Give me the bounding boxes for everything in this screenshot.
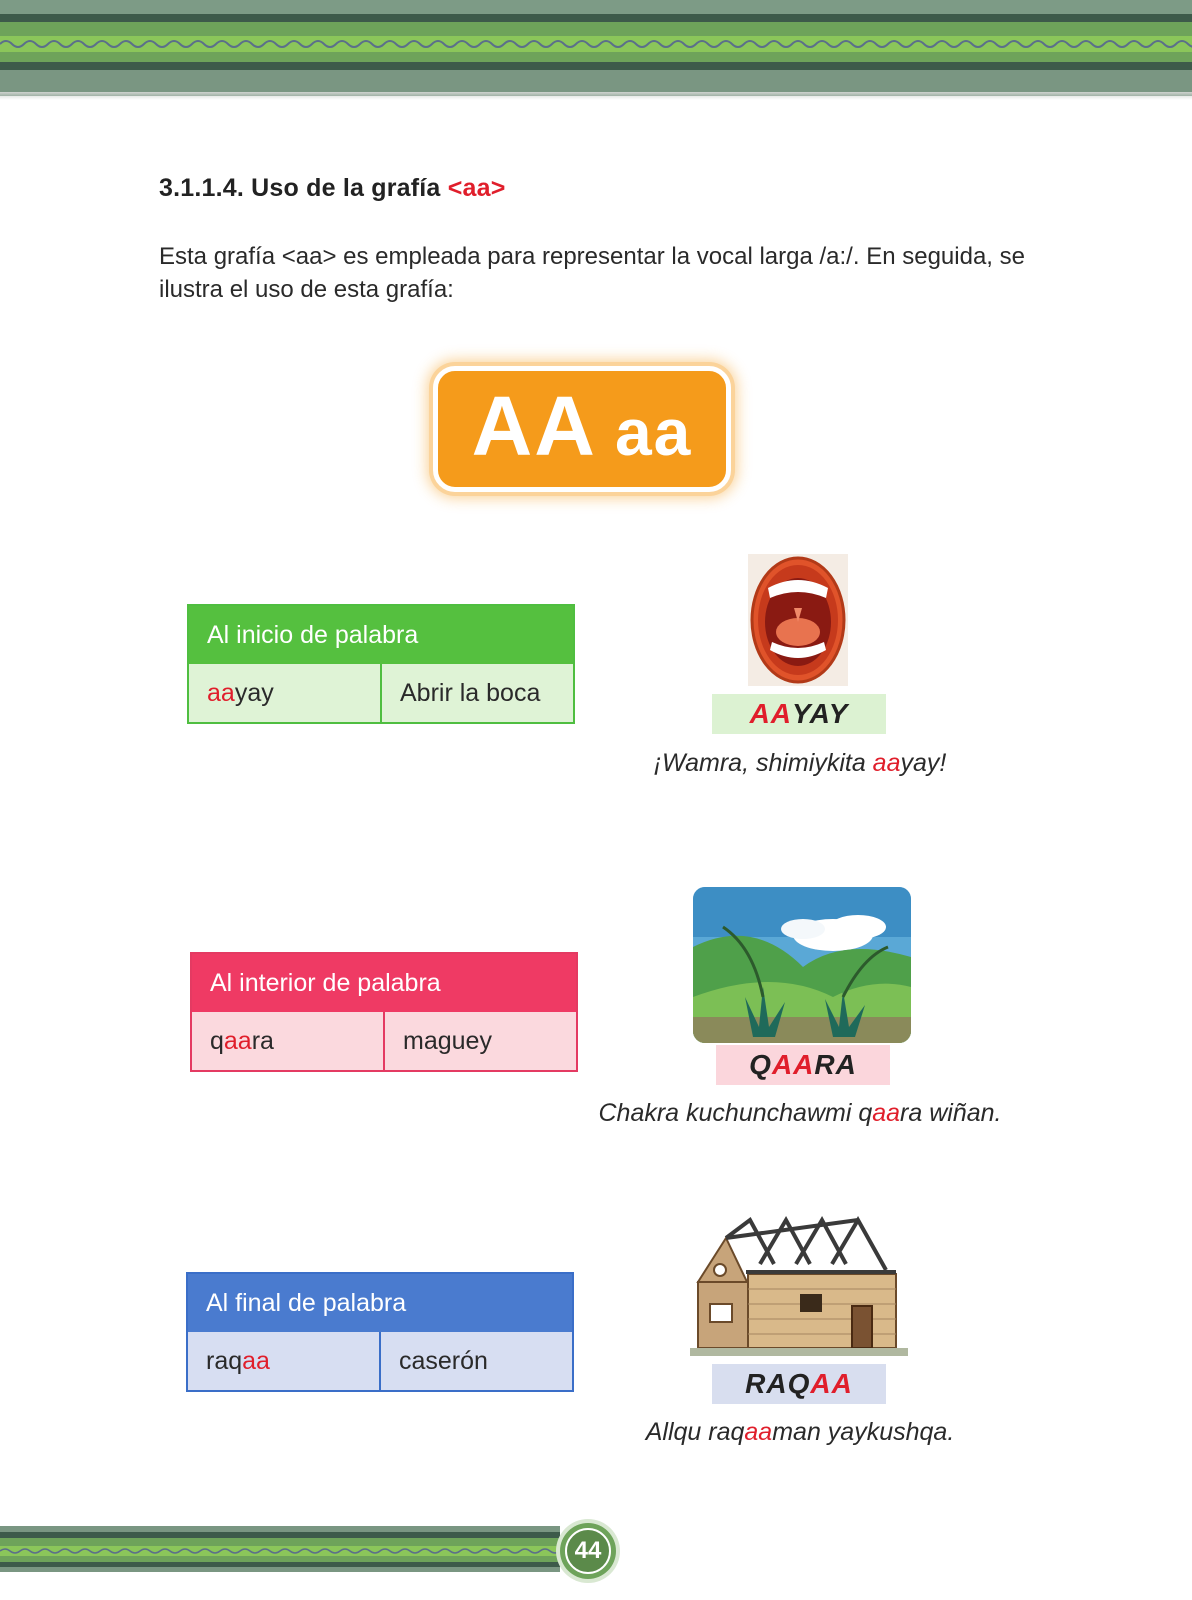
example-sentence [600,749,1000,778]
table-row [189,664,573,722]
word-cell [188,1332,379,1390]
adobe-house-illustration-icon [690,1214,908,1362]
intro-paragraph: Esta grafía <aa> es empleada para representar la vocal larga /a:/. En seguida, se ilustra el uso de esta grafía: [159,243,1025,303]
bottom-decorative-border [0,1526,560,1572]
table-header: Al inicio de palabra [189,606,573,664]
sentence-pre: Chakra kuchunchawmi q [598,1099,873,1127]
sentence-post: ra wiñan. [900,1099,1002,1127]
section-title: Uso de la grafía [251,174,441,202]
word-highlight: aa [207,678,235,707]
table-row [192,1012,576,1070]
word-table-interior [190,952,578,1072]
word-table-initial [187,604,575,724]
label-highlight: AA [771,1049,815,1080]
label-rest: RA [814,1049,857,1080]
sentence-highlight: aa [872,749,901,777]
word-cell [189,664,380,722]
open-mouth-illustration-icon [748,554,848,686]
top-band-shadow [0,92,1192,100]
label-pre: RAQ [745,1368,811,1399]
word-highlight: aa [223,1026,252,1055]
sentence-post: man yaykushqa. [772,1418,955,1446]
translation-cell: Abrir la boca [380,664,573,722]
label-highlight: AA [810,1368,853,1399]
label-highlight: AA [749,698,793,729]
table-row [188,1332,572,1390]
label-pre: Q [749,1049,772,1080]
sentence-pre: Allqu raq [645,1418,745,1446]
letter-badge [433,366,731,492]
section-heading [159,174,506,203]
word-rest: yay [234,678,274,707]
label-rest: YAY [792,698,849,729]
section-number: 3.1.1.4. [159,174,244,202]
table-header: Al interior de palabra [192,954,576,1012]
example-sentence [600,1418,1000,1447]
word-cell [192,1012,383,1070]
sentence-highlight: aa [872,1099,901,1127]
word-pre: raq [206,1346,243,1375]
top-decorative-border [0,0,1192,96]
sentence-highlight: aa [744,1418,773,1446]
word-pre: q [210,1026,224,1055]
word-label [712,694,886,734]
sentence-pre: ¡Wamra, shimiykita [653,749,873,777]
translation-cell: caserón [379,1332,572,1390]
word-rest: ra [251,1026,274,1055]
word-highlight: aa [242,1346,270,1375]
table-header: Al final de palabra [188,1274,572,1332]
badge-lowercase: aa [614,395,693,469]
sentence-post: yay! [900,749,947,777]
word-table-final [186,1272,574,1392]
badge-uppercase: AA [471,379,597,473]
example-sentence [560,1099,1040,1128]
page-number: 44 [574,1537,602,1564]
section-title-tag: <aa> [447,174,506,202]
word-label [712,1364,886,1404]
maguey-landscape-illustration-icon [693,887,911,1043]
word-label [716,1045,890,1085]
page-number-badge [554,1517,622,1585]
translation-cell: maguey [383,1012,576,1070]
